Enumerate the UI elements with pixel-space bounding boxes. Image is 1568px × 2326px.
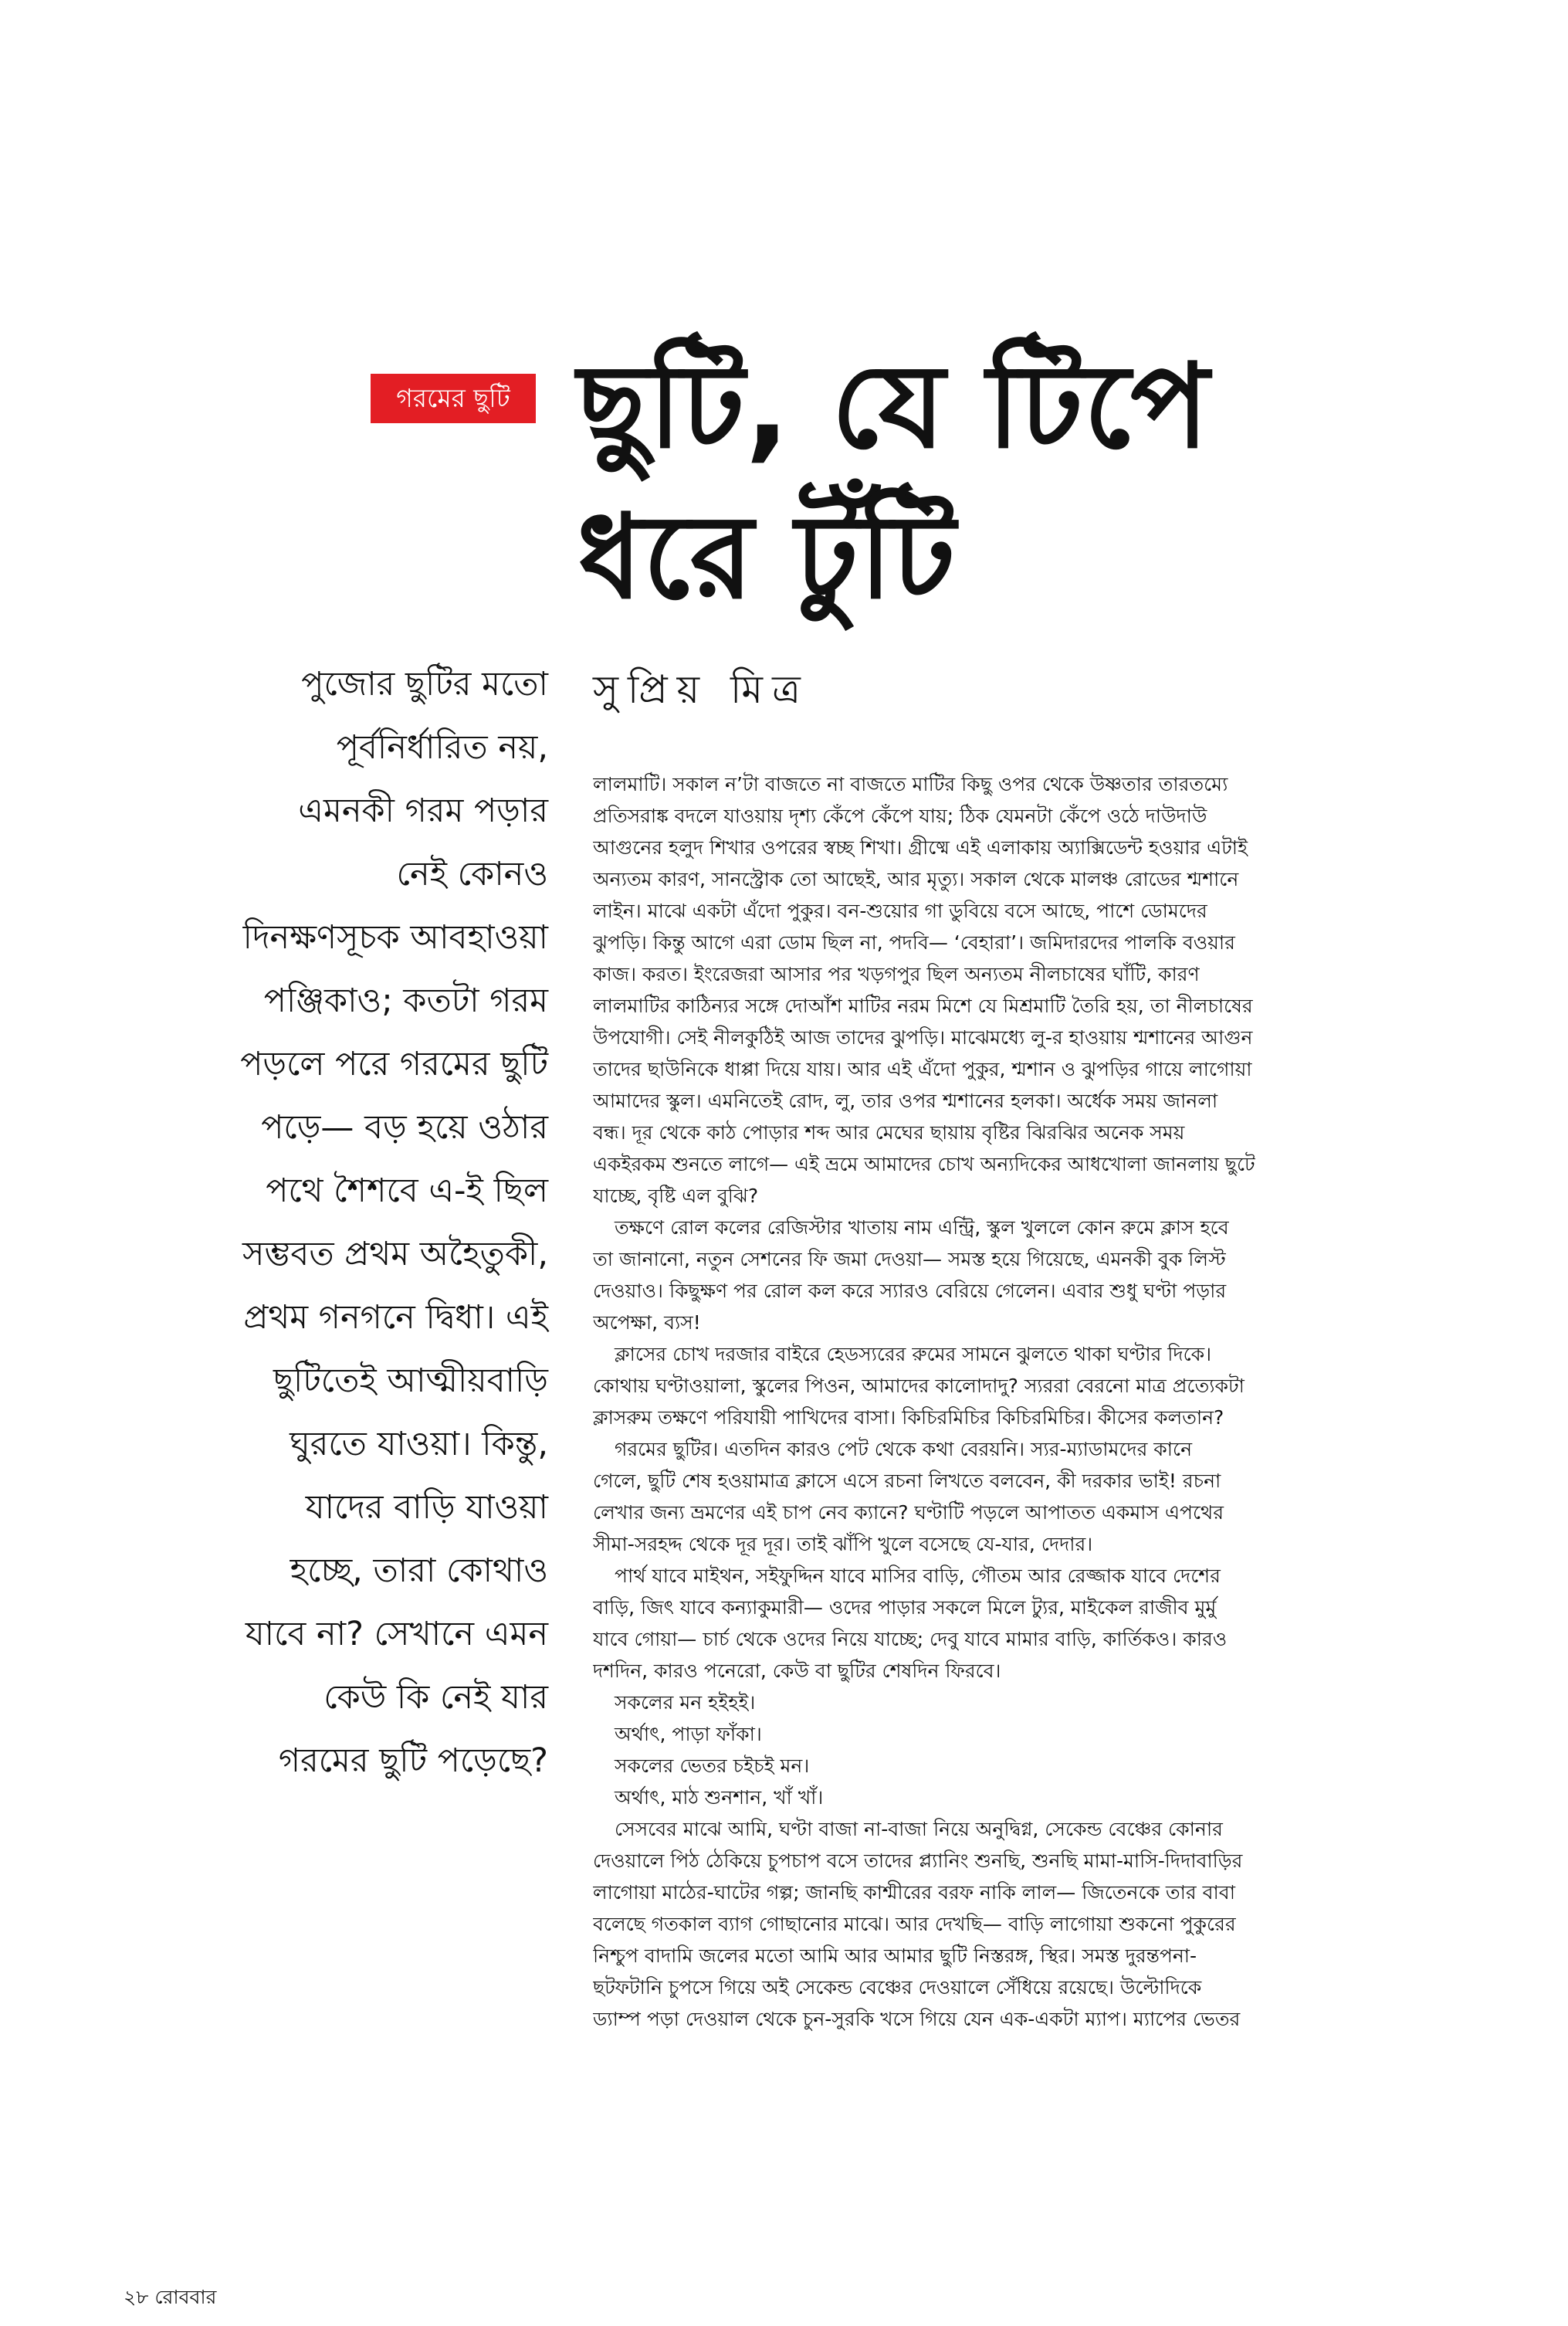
- body-line: একইরকম শুনতে লাগে— এই ভ্রমে আমাদের চোখ অন্যদিকের আধখোলা জানলায় ছুটে: [593, 1153, 1255, 1175]
- body-line: আমাদের স্কুল। এমনিতেই রোদ, লু, তার ওপর শ্মশানের হলকা। অর্ধেক সময় জানলা: [593, 1090, 1218, 1112]
- body-line: অর্থাৎ, পাড়া ফাঁকা।: [615, 1723, 762, 1745]
- body-line: অর্থাৎ, মাঠ শুনশান, খাঁ খাঁ।: [615, 1786, 824, 1809]
- pullquote-line: ঘুরতে যাওয়া। কিন্তু,: [290, 1425, 548, 1463]
- body-line: লেখার জন্য ভ্রমণের এই চাপ নেব ক্যানে? ঘণ্টাটি পড়লে আপাতত একমাস এপথের: [593, 1501, 1224, 1524]
- body-line: কোথায় ঘণ্টাওয়ালা, স্কুলের পিওন, আমাদের কালোদাদু? স্যররা বেরনো মাত্র প্রত্যেকটা: [593, 1375, 1245, 1397]
- pullquote-line: পুজোর ছুটির মতো: [301, 665, 548, 704]
- body-line: লাইন। মাঝে একটা এঁদো পুকুর। বন-শুয়োর গা ডুবিয়ে বসে আছে, পাশে ডোমদের: [593, 900, 1207, 922]
- body-line: বলেছে গতকাল ব্যাগ গোছানোর মাঝে। আর দেখছি— বাড়ি লাগোয়া শুকনো পুকুরের: [593, 1913, 1236, 1935]
- body-line: লালমাটি। সকাল ন’টা বাজতে না বাজতে মাটির কিছু ওপর থেকে উষ্ণতার তারতম্যে: [593, 773, 1228, 795]
- body-line: দেওয়ালে পিঠ ঠেকিয়ে চুপচাপ বসে তাদের প্ল্যানিং শুনছি, শুনছি মামা-মাসি-দিদাবাড়ির: [593, 1850, 1243, 1872]
- body-line: ছটফটানি চুপসে গিয়ে অই সেকেন্ড বেঞ্চের দেওয়ালে সেঁধিয়ে রয়েছে। উল্টোদিকে: [593, 1976, 1202, 1999]
- pullquote-line: গরমের ছুটি পড়েছে?: [278, 1741, 548, 1780]
- body-line: অন্যতম কারণ, সানস্ট্রোক তো আছেই, আর মৃত্যু। সকাল থেকে মালঞ্চ রোডের শ্মশানে: [593, 868, 1239, 890]
- body-line: উপযোগী। সেই নীলকুঠিই আজ তাদের ঝুপড়ি। মাঝেমধ্যে লু-র হাওয়ায় শ্মশানের আগুন: [593, 1026, 1253, 1049]
- body-line: ড্যাম্প পড়া দেওয়াল থেকে চুন-সুরকি খসে গিয়ে যেন এক-একটা ম্যাপ। ম্যাপের ভেতর: [593, 2008, 1241, 2030]
- pullquote-line: দিনক্ষণসূচক আবহাওয়া: [242, 918, 548, 957]
- body-line: ঝুপড়ি। কিন্তু আগে এরা ডোম ছিল না, পদবি— ‘বেহারা’। জমিদারদের পালকি বওয়ার: [593, 931, 1235, 954]
- pullquote-line: এমনকী গরম পড়ার: [298, 792, 548, 830]
- body-line: আগুনের হলুদ শিখার ওপরের স্বচ্ছ শিখা। গ্রীষ্মে এই এলাকায় অ্যাক্সিডেন্ট হওয়ার এটাই: [593, 836, 1248, 859]
- pullquote-line: সম্ভবত প্রথম অহৈতুকী,: [242, 1235, 548, 1273]
- pullquote-line: পড়ে— বড় হয়ে ওঠার: [261, 1108, 548, 1147]
- pullquote-line: পূর্বনির্ধারিত নয়,: [336, 728, 548, 767]
- pullquote-line: ছুটিতেই আত্মীয়বাড়ি: [273, 1361, 548, 1400]
- body-line: দেওয়াও। কিছুক্ষণ পর রোল কল করে স্যারও বেরিয়ে গেলেন। এবার শুধু ঘণ্টা পড়ার: [593, 1280, 1227, 1302]
- headline: [577, 332, 1350, 633]
- page-folio: ২৮ রোববার: [124, 2286, 217, 2308]
- body-line: বাড়ি, জিৎ যাবে কন্যাকুমারী— ওদের পাড়ার সকলে মিলে ট্যুর, মাইকেল রাজীব মুর্মু: [593, 1596, 1217, 1619]
- headline-line-2: ধরে টুঁটি: [577, 490, 957, 625]
- body-line: বন্ধ। দূর থেকে কাঠ পোড়ার শব্দ আর মেঘের ছায়ায় বৃষ্টির ঝিরঝির অনেক সময়: [593, 1121, 1185, 1144]
- headline-line-1: ছুটি, যে টিপে: [577, 340, 1210, 474]
- body-line: লাগোয়া মাঠের-ঘাটের গল্প; জানছি কাশ্মীরের বরফ নাকি লাল— জিতেনকে তার বাবা: [593, 1881, 1235, 1904]
- body-line: পার্থ যাবে মাইথন, সইফুদ্দিন যাবে মাসির বাড়ি, গৌতম আর রেজ্জাক যাবে দেশের: [615, 1565, 1221, 1587]
- body-line: কাজ। করত। ইংরেজরা আসার পর খড়গপুর ছিল অন্যতম নীলচাষের ঘাঁটি, কারণ: [593, 963, 1200, 985]
- body-line: সকলের ভেতর চইচই মন।: [615, 1755, 810, 1777]
- pullquote-line: যাবে না? সেখানে এমন: [245, 1615, 548, 1653]
- body-line: তা জানানো, নতুন সেশনের ফি জমা দেওয়া— সমস্ত হয়ে গিয়েছে, এমনকী বুক লিস্ট: [593, 1248, 1226, 1270]
- body-line: সেসবের মাঝে আমি, ঘণ্টা বাজা না-বাজা নিয়ে অনুদ্বিগ্ন, সেকেন্ড বেঞ্চের কোনার: [615, 1818, 1223, 1840]
- pullquote-line: নেই কোনও: [396, 855, 548, 893]
- pullquote-line: যাদের বাড়ি যাওয়া: [305, 1488, 548, 1527]
- body-line: ক্লাসরুম তক্ষণে পরিযায়ী পাখিদের বাসা। কিচিরমিচির কিচিরমিচির। কীসের কলতান?: [593, 1406, 1224, 1429]
- body-line: নিশ্চুপ বাদামি জলের মতো আমি আর আমার ছুটি নিস্তরঙ্গ, স্থির। সমস্ত দুরন্তপনা-: [593, 1945, 1197, 1967]
- body-line: গরমের ছুটির। এতদিন কারও পেট থেকে কথা বেরয়নি। স্যর-ম্যাডামদের কানে: [615, 1438, 1193, 1460]
- pullquote-line: পঞ্জিকাও; কতটা গরম: [263, 982, 548, 1020]
- body-line: লালমাটির কাঠিন্যর সঙ্গে দোআঁশ মাটির নরম মিশে যে মিশ্রমাটি তৈরি হয়, তা নীলচাষের: [593, 995, 1253, 1017]
- section-tag: গরমের ছুটি: [371, 374, 536, 423]
- body-line: সকলের মন হইহই।: [615, 1691, 756, 1714]
- pullquote-line: কেউ কি নেই যার: [323, 1678, 548, 1717]
- body-line: যাবে গোয়া— চার্চ থেকে ওদের নিয়ে যাচ্ছে; দেবু যাবে মামার বাড়ি, কার্তিকও। কারও: [593, 1628, 1228, 1650]
- pullquote-line: পড়লে পরে গরমের ছুটি: [240, 1045, 548, 1083]
- body-line: দশদিন, কারও পনেরো, কেউ বা ছুটির শেষদিন ফিরবে।: [593, 1660, 1001, 1682]
- pullquote: [147, 653, 548, 1792]
- article-body: [593, 768, 1424, 2035]
- pullquote-line: প্রথম গনগনে দ্বিধা। এই: [243, 1298, 548, 1337]
- body-line: অপেক্ষা, ব্যস!: [593, 1311, 701, 1334]
- body-line: তক্ষণে রোল কলের রেজিস্টার খাতায় নাম এন্ট্রি, স্কুল খুললে কোন রুমে ক্লাস হবে: [615, 1216, 1229, 1239]
- body-line: তাদের ছাউনিকে ধাপ্পা দিয়ে যায়। আর এই এঁদো পুকুর, শ্মশান ও ঝুপড়ির গায়ে লাগোয়া: [593, 1058, 1252, 1080]
- pullquote-line: পথে শৈশবে এ-ই ছিল: [266, 1171, 548, 1210]
- byline: সুপ্রিয় মিত্র: [593, 667, 810, 712]
- pullquote-line: হচ্ছে, তারা কোথাও: [290, 1551, 548, 1590]
- body-line: ক্লাসের চোখ দরজার বাইরে হেডস্যরের রুমের সামনে ঝুলতে থাকা ঘণ্টার দিকে।: [615, 1343, 1212, 1365]
- body-line: সীমা-সরহদ্দ থেকে দূর দূর। তাই ঝাঁপি খুলে বসেছে যে-যার, দেদার।: [593, 1533, 1093, 1555]
- body-line: প্রতিসরাঙ্ক বদলে যাওয়ায় দৃশ্য কেঁপে কেঁপে যায়; ঠিক যেমনটা কেঁপে ওঠে দাউদাউ: [593, 805, 1207, 827]
- body-line: যাচ্ছে, বৃষ্টি এল বুঝি?: [593, 1185, 759, 1207]
- body-line: গেলে, ছুটি শেষ হওয়ামাত্র ক্লাসে এসে রচনা লিখতে বলবেন, কী দরকার ভাই! রচনা: [593, 1470, 1221, 1492]
